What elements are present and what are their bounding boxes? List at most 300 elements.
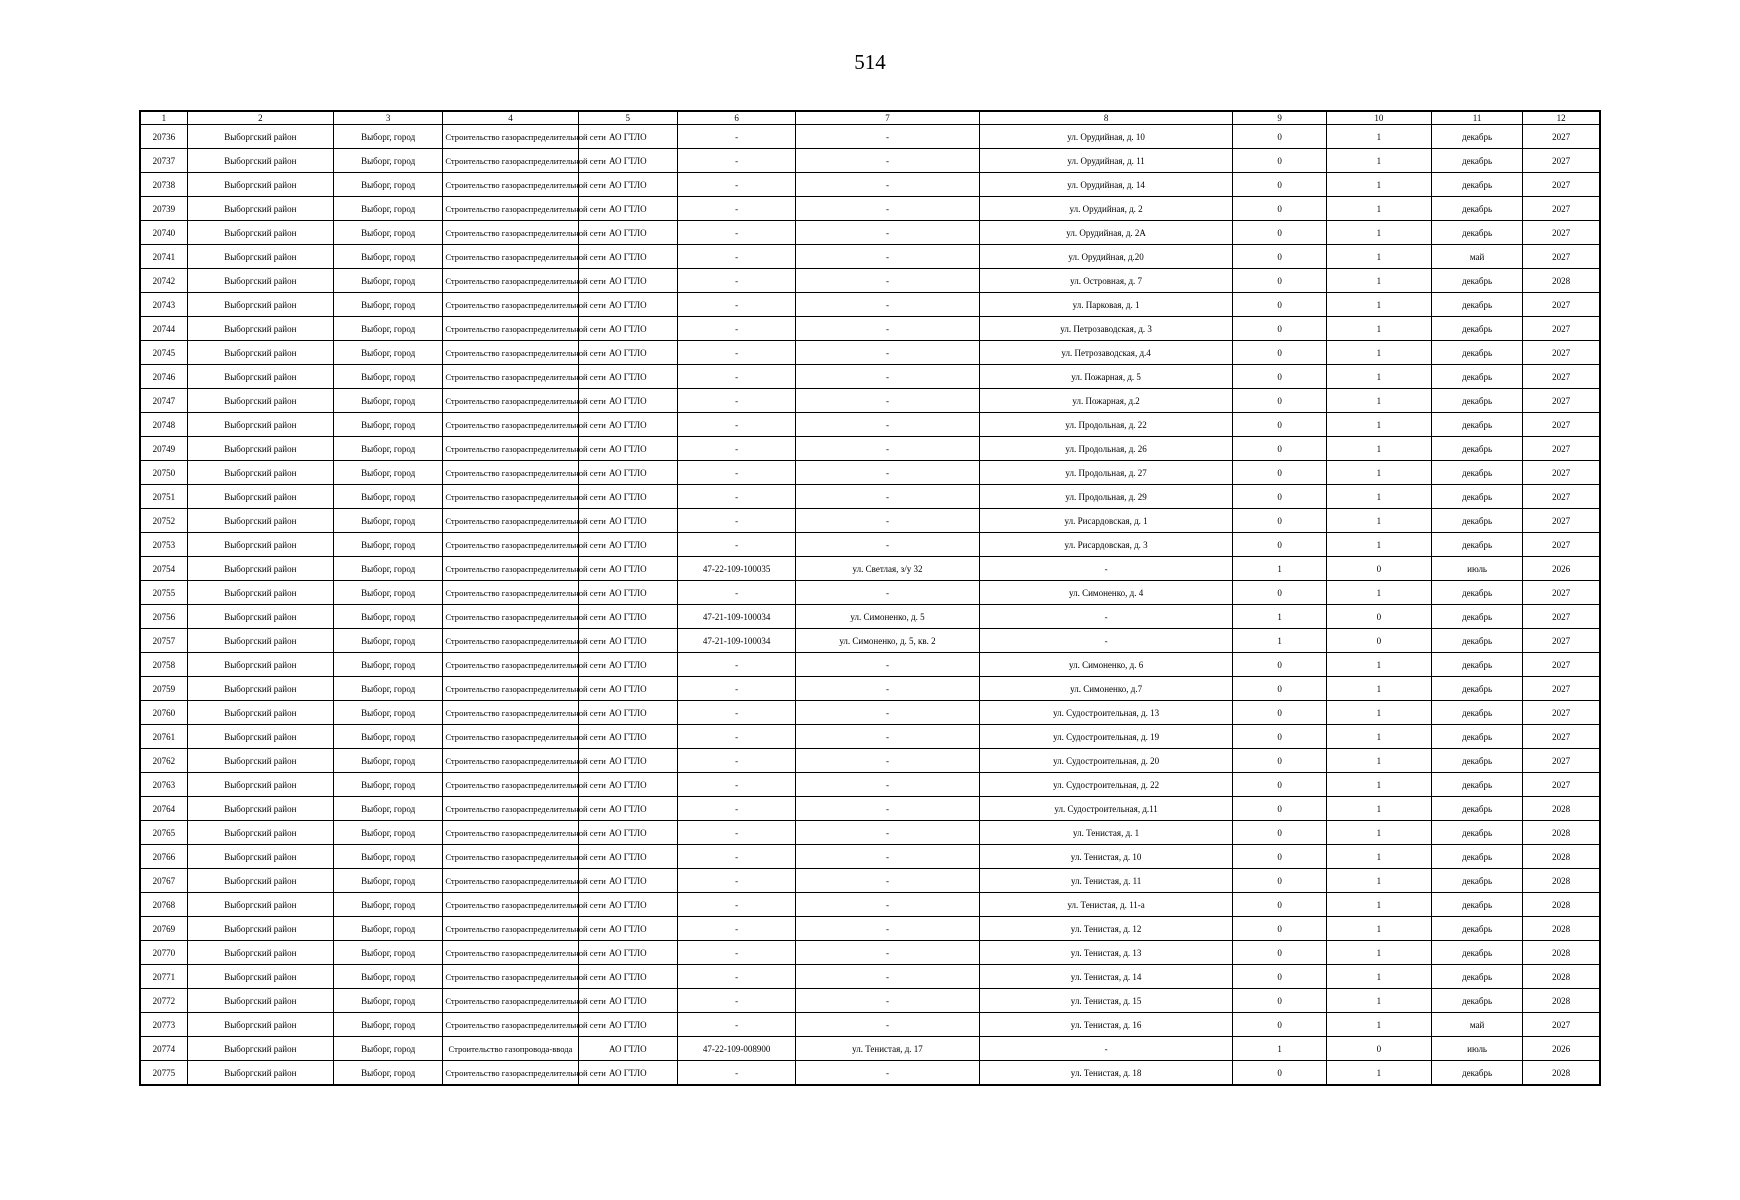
cell-column-9-value: 0 <box>1233 917 1326 941</box>
cell-settlement: Выборг, город <box>334 173 443 197</box>
cell-column-10-value: 1 <box>1326 1061 1431 1086</box>
cell-record-number: 20758 <box>140 653 187 677</box>
cell-settlement: Выборг, город <box>334 989 443 1013</box>
cell-land-plot-address: - <box>796 869 980 893</box>
cell-district: Выборгский район <box>187 677 333 701</box>
cell-cadastral-number: - <box>677 869 795 893</box>
cell-settlement: Выборг, город <box>334 773 443 797</box>
cell-building-address: ул. Тенистая, д. 11 <box>979 869 1233 893</box>
cell-cadastral-number: - <box>677 365 795 389</box>
cell-building-address: ул. Судостроительная, д.11 <box>979 797 1233 821</box>
cell-column-10-value: 1 <box>1326 845 1431 869</box>
cell-district: Выборгский район <box>187 413 333 437</box>
cell-organization: АО ГТЛО <box>578 821 677 845</box>
cell-district: Выборгский район <box>187 437 333 461</box>
cell-organization: АО ГТЛО <box>578 845 677 869</box>
cell-cadastral-number: - <box>677 533 795 557</box>
cell-month: июль <box>1431 1037 1522 1061</box>
cell-building-address: ул. Тенистая, д. 14 <box>979 965 1233 989</box>
cell-month: декабрь <box>1431 965 1522 989</box>
table-row <box>140 773 1600 797</box>
cell-land-plot-address: - <box>796 1061 980 1086</box>
cell-column-9-value: 0 <box>1233 581 1326 605</box>
cell-district: Выборгский район <box>187 989 333 1013</box>
cell-organization: АО ГТЛО <box>578 533 677 557</box>
cell-column-9-value: 0 <box>1233 1013 1326 1037</box>
cell-record-number: 20767 <box>140 869 187 893</box>
cell-organization: АО ГТЛО <box>578 797 677 821</box>
cell-cadastral-number: - <box>677 965 795 989</box>
cell-cadastral-number: 47-22-109-100035 <box>677 557 795 581</box>
cell-column-9-value: 0 <box>1233 245 1326 269</box>
cell-district: Выборгский район <box>187 149 333 173</box>
cell-year: 2027 <box>1523 173 1600 197</box>
cell-building-address: ул. Рисардовская, д. 1 <box>979 509 1233 533</box>
cell-column-9-value: 0 <box>1233 317 1326 341</box>
cell-organization: АО ГТЛО <box>578 701 677 725</box>
cell-land-plot-address: - <box>796 221 980 245</box>
cell-settlement: Выборг, город <box>334 749 443 773</box>
cell-work-type: Строительство газораспределительной сети <box>443 941 578 965</box>
cell-year: 2027 <box>1523 725 1600 749</box>
cell-column-10-value: 1 <box>1326 677 1431 701</box>
cell-work-type: Строительство газопровода-ввода <box>443 1037 578 1061</box>
cell-year: 2028 <box>1523 917 1600 941</box>
column-header-9: 9 <box>1233 111 1326 125</box>
cell-land-plot-address: - <box>796 173 980 197</box>
column-header-12: 12 <box>1523 111 1600 125</box>
cell-record-number: 20740 <box>140 221 187 245</box>
cell-year: 2028 <box>1523 965 1600 989</box>
cell-year: 2026 <box>1523 1037 1600 1061</box>
column-header-2: 2 <box>187 111 333 125</box>
cell-settlement: Выборг, город <box>334 509 443 533</box>
cell-column-9-value: 0 <box>1233 965 1326 989</box>
cell-cadastral-number: - <box>677 317 795 341</box>
cell-column-10-value: 1 <box>1326 245 1431 269</box>
cell-month: декабрь <box>1431 461 1522 485</box>
cell-work-type: Строительство газораспределительной сети <box>443 389 578 413</box>
cell-building-address: ул. Судостроительная, д. 19 <box>979 725 1233 749</box>
cell-land-plot-address: - <box>796 125 980 149</box>
cell-district: Выборгский район <box>187 917 333 941</box>
cell-year: 2027 <box>1523 485 1600 509</box>
cell-land-plot-address: - <box>796 485 980 509</box>
cell-year: 2026 <box>1523 557 1600 581</box>
cell-land-plot-address: - <box>796 389 980 413</box>
cell-building-address: - <box>979 605 1233 629</box>
cell-organization: АО ГТЛО <box>578 389 677 413</box>
cell-year: 2028 <box>1523 941 1600 965</box>
table-row <box>140 293 1600 317</box>
cell-year: 2028 <box>1523 869 1600 893</box>
cell-column-10-value: 1 <box>1326 485 1431 509</box>
cell-district: Выборгский район <box>187 317 333 341</box>
cell-district: Выборгский район <box>187 365 333 389</box>
cell-record-number: 20769 <box>140 917 187 941</box>
cell-land-plot-address: - <box>796 725 980 749</box>
cell-organization: АО ГТЛО <box>578 749 677 773</box>
cell-settlement: Выборг, город <box>334 629 443 653</box>
cell-record-number: 20768 <box>140 893 187 917</box>
cell-column-10-value: 1 <box>1326 965 1431 989</box>
cell-settlement: Выборг, город <box>334 701 443 725</box>
cell-work-type: Строительство газораспределительной сети <box>443 605 578 629</box>
cell-organization: АО ГТЛО <box>578 893 677 917</box>
cell-district: Выборгский район <box>187 629 333 653</box>
cell-work-type: Строительство газораспределительной сети <box>443 149 578 173</box>
column-header-10: 10 <box>1326 111 1431 125</box>
cell-land-plot-address: - <box>796 773 980 797</box>
cell-district: Выборгский район <box>187 605 333 629</box>
cell-column-10-value: 1 <box>1326 317 1431 341</box>
cell-column-9-value: 0 <box>1233 221 1326 245</box>
cell-month: декабрь <box>1431 437 1522 461</box>
cell-record-number: 20766 <box>140 845 187 869</box>
cell-column-9-value: 0 <box>1233 893 1326 917</box>
cell-column-10-value: 1 <box>1326 389 1431 413</box>
cell-organization: АО ГТЛО <box>578 1013 677 1037</box>
table-row <box>140 725 1600 749</box>
cell-month: декабрь <box>1431 389 1522 413</box>
cell-year: 2027 <box>1523 221 1600 245</box>
cell-building-address: ул. Парковая, д. 1 <box>979 293 1233 317</box>
cell-building-address: ул. Тенистая, д. 18 <box>979 1061 1233 1086</box>
cell-settlement: Выборг, город <box>334 461 443 485</box>
cell-year: 2027 <box>1523 653 1600 677</box>
cell-settlement: Выборг, город <box>334 797 443 821</box>
table-row <box>140 893 1600 917</box>
cell-year: 2027 <box>1523 701 1600 725</box>
cell-month: декабрь <box>1431 941 1522 965</box>
cell-month: декабрь <box>1431 173 1522 197</box>
cell-cadastral-number: - <box>677 1013 795 1037</box>
cell-cadastral-number: 47-21-109-100034 <box>677 605 795 629</box>
cell-land-plot-address: - <box>796 653 980 677</box>
cell-year: 2027 <box>1523 581 1600 605</box>
cell-settlement: Выборг, город <box>334 365 443 389</box>
cell-record-number: 20751 <box>140 485 187 509</box>
cell-column-10-value: 1 <box>1326 869 1431 893</box>
cell-settlement: Выборг, город <box>334 869 443 893</box>
cell-land-plot-address: - <box>796 197 980 221</box>
cell-year: 2027 <box>1523 533 1600 557</box>
cell-month: декабрь <box>1431 677 1522 701</box>
cell-building-address: ул. Тенистая, д. 16 <box>979 1013 1233 1037</box>
cell-column-9-value: 0 <box>1233 293 1326 317</box>
cell-cadastral-number: - <box>677 221 795 245</box>
cell-district: Выборгский район <box>187 821 333 845</box>
cell-building-address: ул. Продольная, д. 27 <box>979 461 1233 485</box>
cell-cadastral-number: - <box>677 797 795 821</box>
cell-column-10-value: 1 <box>1326 341 1431 365</box>
cell-cadastral-number: - <box>677 725 795 749</box>
cell-month: декабрь <box>1431 797 1522 821</box>
cell-work-type: Строительство газораспределительной сети <box>443 125 578 149</box>
cell-work-type: Строительство газораспределительной сети <box>443 341 578 365</box>
cell-record-number: 20745 <box>140 341 187 365</box>
cell-column-10-value: 1 <box>1326 653 1431 677</box>
cell-settlement: Выборг, город <box>334 245 443 269</box>
cell-year: 2028 <box>1523 821 1600 845</box>
table-row <box>140 917 1600 941</box>
cell-work-type: Строительство газораспределительной сети <box>443 173 578 197</box>
cell-cadastral-number: - <box>677 581 795 605</box>
cell-record-number: 20773 <box>140 1013 187 1037</box>
cell-work-type: Строительство газораспределительной сети <box>443 197 578 221</box>
cell-work-type: Строительство газораспределительной сети <box>443 869 578 893</box>
cell-cadastral-number: - <box>677 149 795 173</box>
cell-organization: АО ГТЛО <box>578 605 677 629</box>
cell-month: декабрь <box>1431 893 1522 917</box>
cell-land-plot-address: - <box>796 437 980 461</box>
cell-work-type: Строительство газораспределительной сети <box>443 413 578 437</box>
cell-work-type: Строительство газораспределительной сети <box>443 821 578 845</box>
cell-cadastral-number: - <box>677 845 795 869</box>
cell-column-9-value: 0 <box>1233 941 1326 965</box>
cell-district: Выборгский район <box>187 245 333 269</box>
cell-work-type: Строительство газораспределительной сети <box>443 485 578 509</box>
cell-organization: АО ГТЛО <box>578 461 677 485</box>
table-row <box>140 797 1600 821</box>
column-header-8: 8 <box>979 111 1233 125</box>
cell-record-number: 20750 <box>140 461 187 485</box>
cell-land-plot-address: - <box>796 509 980 533</box>
cell-organization: АО ГТЛО <box>578 989 677 1013</box>
cell-district: Выборгский район <box>187 701 333 725</box>
cell-organization: АО ГТЛО <box>578 341 677 365</box>
cell-district: Выборгский район <box>187 965 333 989</box>
cell-district: Выборгский район <box>187 173 333 197</box>
cell-cadastral-number: - <box>677 653 795 677</box>
cell-building-address: ул. Тенистая, д. 11-а <box>979 893 1233 917</box>
cell-building-address: ул. Орудийная, д.20 <box>979 245 1233 269</box>
cell-district: Выборгский район <box>187 293 333 317</box>
cell-year: 2027 <box>1523 437 1600 461</box>
cell-settlement: Выборг, город <box>334 1013 443 1037</box>
cell-record-number: 20739 <box>140 197 187 221</box>
cell-land-plot-address: - <box>796 941 980 965</box>
cell-record-number: 20743 <box>140 293 187 317</box>
table-row <box>140 965 1600 989</box>
cell-column-10-value: 1 <box>1326 173 1431 197</box>
cell-district: Выборгский район <box>187 581 333 605</box>
cell-organization: АО ГТЛО <box>578 485 677 509</box>
cell-year: 2028 <box>1523 893 1600 917</box>
cell-year: 2027 <box>1523 677 1600 701</box>
cell-column-9-value: 0 <box>1233 365 1326 389</box>
table-row <box>140 941 1600 965</box>
cell-organization: АО ГТЛО <box>578 437 677 461</box>
cell-column-10-value: 1 <box>1326 989 1431 1013</box>
table-row <box>140 341 1600 365</box>
table-row <box>140 821 1600 845</box>
cell-cadastral-number: - <box>677 485 795 509</box>
cell-column-9-value: 0 <box>1233 437 1326 461</box>
cell-cadastral-number: 47-22-109-008900 <box>677 1037 795 1061</box>
column-header-1: 1 <box>140 111 187 125</box>
register-table <box>139 110 1601 1086</box>
cell-year: 2027 <box>1523 773 1600 797</box>
cell-district: Выборгский район <box>187 197 333 221</box>
cell-month: декабрь <box>1431 293 1522 317</box>
cell-month: декабрь <box>1431 749 1522 773</box>
cell-year: 2027 <box>1523 605 1600 629</box>
cell-cadastral-number: - <box>677 509 795 533</box>
cell-cadastral-number: - <box>677 437 795 461</box>
table-row <box>140 509 1600 533</box>
cell-column-9-value: 0 <box>1233 989 1326 1013</box>
cell-building-address: ул. Орудийная, д. 10 <box>979 125 1233 149</box>
cell-building-address: ул. Пожарная, д. 5 <box>979 365 1233 389</box>
table-row <box>140 701 1600 725</box>
cell-work-type: Строительство газораспределительной сети <box>443 749 578 773</box>
cell-land-plot-address: - <box>796 845 980 869</box>
cell-column-9-value: 0 <box>1233 1061 1326 1086</box>
cell-record-number: 20752 <box>140 509 187 533</box>
cell-year: 2027 <box>1523 509 1600 533</box>
cell-cadastral-number: - <box>677 893 795 917</box>
cell-record-number: 20747 <box>140 389 187 413</box>
cell-month: декабрь <box>1431 629 1522 653</box>
cell-land-plot-address: - <box>796 413 980 437</box>
cell-district: Выборгский район <box>187 845 333 869</box>
cell-land-plot-address: ул. Тенистая, д. 17 <box>796 1037 980 1061</box>
cell-year: 2027 <box>1523 341 1600 365</box>
table-row <box>140 197 1600 221</box>
cell-month: декабрь <box>1431 1061 1522 1086</box>
cell-column-10-value: 0 <box>1326 1037 1431 1061</box>
cell-record-number: 20748 <box>140 413 187 437</box>
cell-organization: АО ГТЛО <box>578 557 677 581</box>
cell-work-type: Строительство газораспределительной сети <box>443 797 578 821</box>
table-row <box>140 533 1600 557</box>
cell-settlement: Выборг, город <box>334 413 443 437</box>
cell-land-plot-address: - <box>796 917 980 941</box>
column-header-6: 6 <box>677 111 795 125</box>
cell-column-9-value: 0 <box>1233 485 1326 509</box>
table-row <box>140 869 1600 893</box>
cell-district: Выборгский район <box>187 797 333 821</box>
cell-column-9-value: 0 <box>1233 869 1326 893</box>
cell-cadastral-number: - <box>677 773 795 797</box>
cell-building-address: - <box>979 1037 1233 1061</box>
cell-district: Выборгский район <box>187 341 333 365</box>
table-row <box>140 389 1600 413</box>
cell-district: Выборгский район <box>187 725 333 749</box>
cell-building-address: ул. Продольная, д. 29 <box>979 485 1233 509</box>
cell-organization: АО ГТЛО <box>578 413 677 437</box>
cell-building-address: ул. Рисардовская, д. 3 <box>979 533 1233 557</box>
cell-land-plot-address: - <box>796 581 980 605</box>
cell-building-address: ул. Тенистая, д. 13 <box>979 941 1233 965</box>
cell-column-9-value: 0 <box>1233 125 1326 149</box>
table-row <box>140 989 1600 1013</box>
cell-column-10-value: 1 <box>1326 749 1431 773</box>
cell-district: Выборгский район <box>187 221 333 245</box>
cell-land-plot-address: - <box>796 797 980 821</box>
cell-column-10-value: 1 <box>1326 581 1431 605</box>
cell-district: Выборгский район <box>187 533 333 557</box>
cell-building-address: ул. Орудийная, д. 2 <box>979 197 1233 221</box>
cell-settlement: Выборг, город <box>334 125 443 149</box>
table-row <box>140 461 1600 485</box>
cell-record-number: 20759 <box>140 677 187 701</box>
cell-work-type: Строительство газораспределительной сети <box>443 989 578 1013</box>
cell-district: Выборгский район <box>187 125 333 149</box>
cell-record-number: 20736 <box>140 125 187 149</box>
cell-cadastral-number: - <box>677 749 795 773</box>
cell-organization: АО ГТЛО <box>578 1037 677 1061</box>
cell-column-10-value: 0 <box>1326 629 1431 653</box>
cell-month: декабрь <box>1431 413 1522 437</box>
table-row <box>140 677 1600 701</box>
cell-land-plot-address: - <box>796 749 980 773</box>
cell-settlement: Выборг, город <box>334 437 443 461</box>
cell-month: июль <box>1431 557 1522 581</box>
cell-year: 2028 <box>1523 797 1600 821</box>
cell-column-10-value: 1 <box>1326 797 1431 821</box>
cell-month: декабрь <box>1431 917 1522 941</box>
cell-district: Выборгский район <box>187 773 333 797</box>
cell-record-number: 20770 <box>140 941 187 965</box>
cell-organization: АО ГТЛО <box>578 221 677 245</box>
cell-month: май <box>1431 1013 1522 1037</box>
cell-organization: АО ГТЛО <box>578 245 677 269</box>
cell-work-type: Строительство газораспределительной сети <box>443 677 578 701</box>
cell-column-9-value: 0 <box>1233 509 1326 533</box>
cell-district: Выборгский район <box>187 749 333 773</box>
cell-column-9-value: 0 <box>1233 773 1326 797</box>
cell-cadastral-number: - <box>677 677 795 701</box>
table-row <box>140 581 1600 605</box>
cell-organization: АО ГТЛО <box>578 773 677 797</box>
cell-year: 2027 <box>1523 293 1600 317</box>
cell-record-number: 20753 <box>140 533 187 557</box>
cell-organization: АО ГТЛО <box>578 653 677 677</box>
cell-district: Выборгский район <box>187 509 333 533</box>
cell-month: декабрь <box>1431 653 1522 677</box>
table-row <box>140 269 1600 293</box>
cell-record-number: 20738 <box>140 173 187 197</box>
table-row <box>140 1061 1600 1086</box>
cell-record-number: 20757 <box>140 629 187 653</box>
cell-settlement: Выборг, город <box>334 317 443 341</box>
cell-settlement: Выборг, город <box>334 845 443 869</box>
cell-column-9-value: 0 <box>1233 821 1326 845</box>
cell-year: 2028 <box>1523 1061 1600 1086</box>
cell-column-9-value: 0 <box>1233 533 1326 557</box>
cell-land-plot-address: - <box>796 1013 980 1037</box>
cell-building-address: ул. Тенистая, д. 1 <box>979 821 1233 845</box>
cell-building-address: ул. Симоненко, д. 4 <box>979 581 1233 605</box>
cell-building-address: ул. Судостроительная, д. 20 <box>979 749 1233 773</box>
cell-cadastral-number: - <box>677 197 795 221</box>
cell-year: 2027 <box>1523 149 1600 173</box>
cell-organization: АО ГТЛО <box>578 1061 677 1086</box>
cell-work-type: Строительство газораспределительной сети <box>443 557 578 581</box>
cell-column-9-value: 0 <box>1233 701 1326 725</box>
cell-cadastral-number: 47-21-109-100034 <box>677 629 795 653</box>
cell-column-9-value: 1 <box>1233 629 1326 653</box>
cell-district: Выборгский район <box>187 893 333 917</box>
cell-year: 2027 <box>1523 629 1600 653</box>
cell-month: декабрь <box>1431 701 1522 725</box>
cell-record-number: 20749 <box>140 437 187 461</box>
cell-organization: АО ГТЛО <box>578 293 677 317</box>
cell-month: декабрь <box>1431 269 1522 293</box>
cell-record-number: 20741 <box>140 245 187 269</box>
